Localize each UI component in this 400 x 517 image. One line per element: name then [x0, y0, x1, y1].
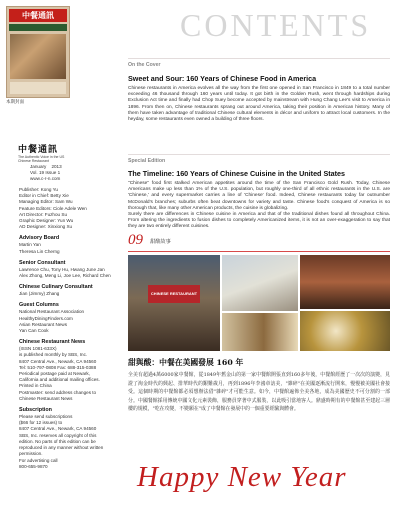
- section-line: For advertising call: [19, 457, 58, 463]
- section-line: HealthyDiningFinders.com: [19, 315, 73, 321]
- masthead: [19, 187, 119, 475]
- dining-room-photo: [300, 255, 390, 309]
- feature-divider: [128, 251, 390, 252]
- advisory-board: [19, 235, 119, 254]
- section-line: Printed in China: [19, 383, 52, 389]
- happy-new-year-greeting: Happy New Year: [137, 461, 347, 493]
- restaurant-sign-photo: [128, 255, 220, 351]
- staff-line: AD Designer: Xinxiong Xu: [19, 224, 73, 230]
- culinary-consultant: [19, 284, 119, 297]
- page-title: CONTENTS: [180, 7, 372, 43]
- publication-info: [19, 339, 119, 402]
- cover-story-body: Chinese restaurants in America evolves all the way from the first one opened in San Francisco in 1849 to a total number exceeding 46 thousand through 160 years until today. It got birth in the Golden Rush, went through hardships during Exclusion Act time and finally had Chop Suey become accepted by mainstream with Hung Chang Lee's visit to America in 1896. From then on, Chinese restaurants sprang out around America, taking their position in American history. Many of them have taken advantage of traditional Chinese cultural elements in décor and uniform to attract local customers. In the heyday, some restaurants even owned a building of three floors.: [128, 86, 390, 123]
- staff-line: Art Director: Fuzhou Su: [19, 211, 67, 217]
- restaurant-sign: CHINESE RESTAURANT: [148, 285, 200, 303]
- issue-info: [30, 164, 62, 182]
- divider: [128, 58, 390, 59]
- section-line: Asian Restaurant News: [19, 321, 68, 327]
- section-line: Theresa Lin Cherng: [19, 248, 60, 254]
- section-heading: Subscription: [19, 407, 52, 414]
- dish-photo: [300, 311, 390, 351]
- section-line: 8407 Central Ave., Newark, CA 94560: [19, 426, 97, 432]
- feature-photo-collage: [128, 255, 390, 351]
- staff-line: Editor in Chief: Betty Xie: [19, 193, 69, 199]
- feature-body-chinese: 全美有超過4萬6000家中餐館，從1849年舊金山的第一家中餐館開張直到160多年後，中餐館經歷了一次次的演變，見證了淘金時代的興起、排華時代的艱難歲月，再到1896年李鴻章訪美，"雜碎"在美國逐漸流行開來，慢慢被美國社會接受。這個時期的中餐館都必須想辦法借"雜碎"才可能生意。如今，中餐館遍佈全美各地，成為美國歷史不可分割的一部分。中國餐館採用傳統中國文化元素裝飾，服務員穿著中式服裝，以此吸引當地客人。鼎盛時期有的中餐館甚至建起三層樓的規模，"吃在攻變，不變願在"成了中餐館在發展中的一個重要經驗與體會。: [128, 372, 390, 413]
- cover-caption: 本期封面: [6, 100, 24, 105]
- special-edition-body: "Chinese" food first stalked American appetites around the time of the San Francisco Gold Rush. Today, Chinese Americans make up less than 1% of the U.S. population, but roughly one-third of all ethnic restaurants in the U.S. are 'Chinese,' and every supermarket carries a line of 'Chinese' food. Indeed, Chinese restaurants today far outnumber McDonald's branches; suburbs often beat downtowns for variety and taste. Chinese food's conquest of America is so thorough that, like many other American products, the cuisine is globalizing.: [128, 181, 390, 211]
- vintage-restaurant-photo: [222, 255, 298, 311]
- cover-story-headline[interactable]: Sweet and Sour: 160 Years of Chinese Food in America: [128, 74, 317, 83]
- section-heading: Guest Columns: [19, 302, 59, 309]
- feature-tag: 甜酸故事: [150, 239, 171, 245]
- section-line: Yan Can Cook: [19, 328, 49, 334]
- staff-line: Graphic Designer: Yun Wu: [19, 218, 74, 224]
- on-the-cover-label: On the Cover: [128, 62, 161, 68]
- section-line: Periodical postage paid at Newark,: [19, 371, 90, 377]
- issue-month-year: January 2013: [30, 164, 62, 169]
- restaurant-interior-photo: [222, 313, 298, 351]
- section-line: California and additional mailing offices.: [19, 377, 100, 383]
- section-line: Martin Yan: [19, 242, 41, 248]
- section-line: Please send subscriptions: [19, 414, 73, 420]
- subscription-info: [19, 407, 119, 470]
- feature-headline-chinese[interactable]: 甜與酸：中餐在美國發展 160 年: [128, 358, 244, 367]
- feature-page-number[interactable]: 09: [128, 232, 143, 248]
- cover-thumbnail-photo: [10, 34, 66, 79]
- cover-thumbnail-band: [9, 24, 67, 31]
- section-heading: Senior Consultant: [19, 259, 66, 266]
- cover-thumbnail[interactable]: [6, 6, 70, 98]
- logo-chinese: 中餐通訊: [18, 145, 59, 155]
- section-heading: Chinese Restaurant News: [19, 339, 86, 346]
- section-line: permission.: [19, 451, 43, 457]
- divider: [128, 154, 390, 155]
- website-link[interactable]: www.c-r-n.com: [30, 176, 61, 181]
- cover-thumbnail-footer: [10, 82, 66, 94]
- logo-tagline-2: Chinese Restaurant: [18, 159, 49, 163]
- section-line: reproduced in any manner without written: [19, 445, 104, 451]
- staff-line: Publisher: Kong Yu: [19, 187, 58, 192]
- section-line: is published monthly by SBS, Inc.: [19, 352, 88, 358]
- section-line: Tel: 510-797-0808 Fax: 688-315-0388: [19, 364, 97, 370]
- special-edition-body-2: Surely there are differences in Chinese cuisine in America and that of the traditional dishes found all throughout China. From altering the ingredients to fusion dishes to completely Americanized items, it is not an over-exaggeration to say that they are two entirely different cuisines.: [128, 212, 390, 230]
- section-line: (ISSN 1081-633X): [19, 346, 57, 352]
- section-line: National Restaurant Association: [19, 309, 85, 315]
- magazine-logo: [18, 142, 70, 163]
- cover-thumbnail-title: 中餐通訊: [9, 9, 67, 22]
- guest-columns: [19, 302, 119, 334]
- section-line: edition. No parts of this edition can be: [19, 438, 96, 444]
- section-heading: Advisory Board: [19, 235, 60, 242]
- section-line: Chinese Restaurant News: [19, 395, 73, 401]
- special-edition-label: Special Edition: [128, 158, 166, 164]
- section-heading: Chinese Culinary Consultant: [19, 284, 93, 291]
- advertising-phone: 800-655-9870: [19, 463, 48, 469]
- staff-line: Managing Editor: Sam Wu: [19, 199, 73, 205]
- senior-consultant: [19, 260, 119, 279]
- section-line: ($66 for 12 issues) to: [19, 420, 63, 426]
- staff-line: Feature Editors: Ciole Adele Wen: [19, 205, 87, 211]
- section-line: Postmaster: send address changes to: [19, 389, 97, 395]
- special-edition-headline[interactable]: The Timeline: 160 Years of Chinese Cuisine in the United States: [128, 169, 346, 178]
- section-line: Jian (Jimmy) Zhang: [19, 291, 60, 297]
- section-line: SBS, Inc. reserves all copyright of this: [19, 432, 97, 438]
- section-line: Alex Zhong, Meng Li, Joe Lee, Richard Chen: [19, 273, 111, 279]
- logo-tagline-1: The Authentic Voice in the US: [18, 155, 65, 159]
- masthead-staff: [19, 187, 119, 230]
- issue-volume: Vol. 19 Issue 1: [30, 170, 61, 175]
- section-line: Lawrence Chu, Tony Hu, Hwang June Jan: [19, 266, 105, 272]
- section-line: 8407 Central Ave., Newark, CA 94560: [19, 358, 97, 364]
